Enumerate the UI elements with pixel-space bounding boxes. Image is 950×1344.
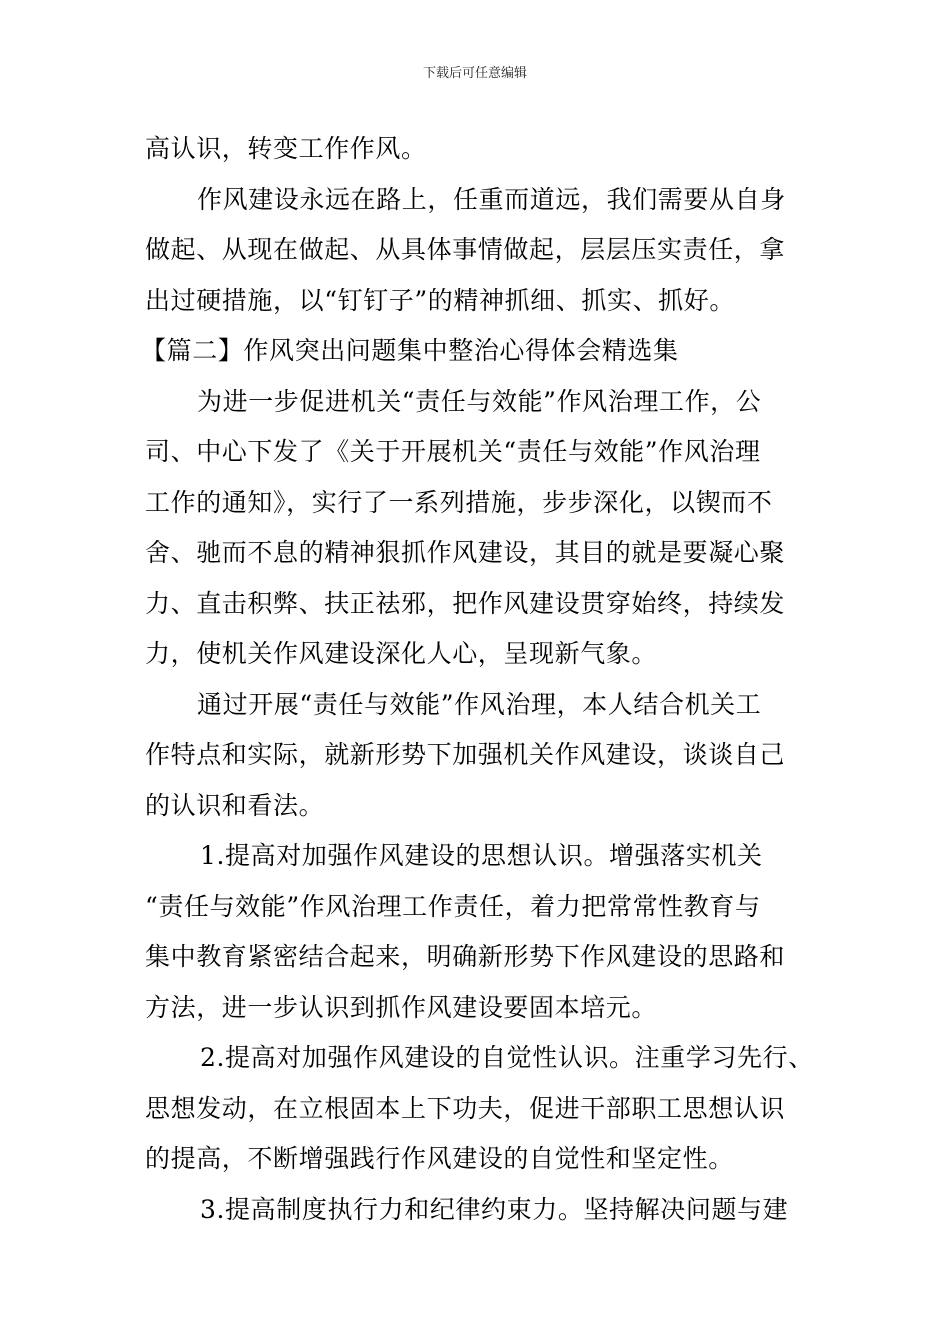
text-line: 力、直击积弊、扶正祛邪，把作风建设贯穿始终，持续发 — [145, 588, 786, 618]
paragraph-start-line: 作风建设永远在路上，任重而道远，我们需要从自身 — [197, 184, 786, 214]
text-line: 集中教育紧密结合起来，明确新形势下作风建设的思路和 — [145, 942, 786, 971]
text-line: “责任与效能”作风治理工作责任，着力把常常性教育与 — [145, 891, 761, 921]
text-line: 思想发动，在立根固本上下功夫，促进干部职工思想认识 — [145, 1093, 786, 1123]
text-line: 作特点和实际，就新形势下加强机关作风建设，谈谈自己 — [145, 740, 786, 769]
text-line: 工作的通知》，实行了一系列措施，步步深化，以锲而不 — [145, 487, 773, 517]
paragraph-start-line: 通过开展“责任与效能”作风治理，本人结合机关工 — [197, 689, 762, 719]
numbered-item-line: 2.提高对加强作风建设的自觉性认识。注重学习先行、 — [200, 1043, 814, 1072]
text-line: 舍、驰而不息的精神狠抓作风建设，其目的就是要凝心聚 — [145, 538, 786, 567]
text-line: 高认识，转变工作作风。 — [145, 134, 427, 163]
page-header-note: 下载后可任意编辑 — [422, 66, 527, 81]
document-body — [141, 124, 815, 1235]
text-line: 做起、从现在做起、从具体事情做起，层层压实责任，拿 — [145, 235, 786, 264]
numbered-item-line: 3.提高制度执行力和纪律约束力。坚持解决问题与建 — [200, 1194, 789, 1224]
text-line: 出过硬措施，以“钉钉子”的精神抓细、抓实、抓好。 — [145, 285, 735, 315]
numbered-item-line: 1.提高对加强作风建设的思想认识。增强落实机关 — [200, 841, 763, 870]
text-line: 的提高，不断增强践行作风建设的自觉性和坚定性。 — [145, 1144, 734, 1173]
paragraph-start-line: 为进一步促进机关“责任与效能”作风治理工作，公 — [197, 386, 762, 416]
section-heading: 【篇二】作风突出问题集中整治心得体会精选集 — [141, 336, 679, 365]
text-line: 的认识和看法。 — [145, 790, 325, 820]
text-line: 司、中心下发了《关于开展机关“责任与效能”作风治理 — [145, 437, 761, 466]
text-line: 方法，进一步认识到抓作风建设要固本培元。 — [145, 992, 658, 1022]
text-line: 力，使机关作风建设深化人心，呈现新气象。 — [145, 639, 658, 668]
